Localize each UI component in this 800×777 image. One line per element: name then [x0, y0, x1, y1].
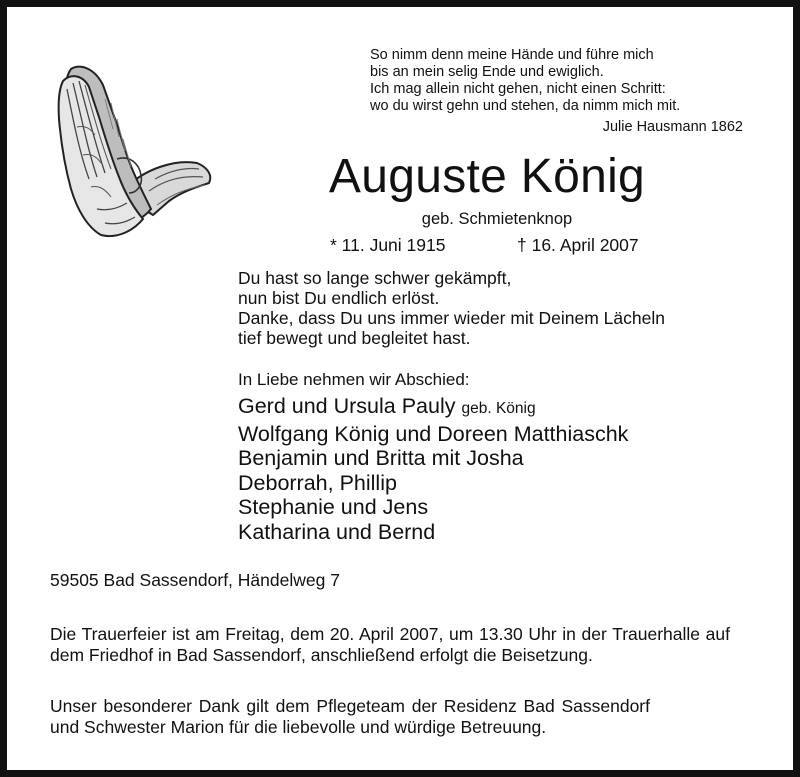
birth-date: * 11. Juni 1915 [330, 235, 446, 255]
family-member-name: Gerd und Ursula Pauly [238, 394, 456, 418]
farewell-line: In Liebe nehmen wir Abschied: [238, 370, 470, 389]
poem-line: Ich mag allein nicht gehen, nicht einen Schritt: [370, 81, 666, 97]
poem [370, 47, 755, 115]
deceased-name: Auguste König [328, 150, 646, 203]
address: 59505 Bad Sassendorf, Händelweg 7 [50, 570, 340, 590]
family-member [238, 394, 628, 422]
family-member: Katharina und Bernd [238, 519, 436, 544]
family-member-note: geb. König [461, 400, 536, 417]
family-member: Wolfgang König und Doreen Matthiaschk [238, 421, 629, 446]
verse-line: tief bewegt und begleitet hast. [238, 328, 471, 348]
family-member: Benjamin und Britta mit Josha [238, 446, 524, 471]
death-date: † 16. April 2007 [517, 235, 639, 255]
poem-author: Julie Hausmann 1862 [602, 119, 743, 135]
poem-line: wo du wirst gehn und stehen, da nimm mich mit. [370, 98, 681, 114]
family-list [238, 394, 628, 545]
poem-line: So nimm denn meine Hände und führe mich [370, 47, 654, 63]
family-member: Stephanie und Jens [238, 495, 429, 520]
thanks-note: Unser besonderer Dank gilt dem Pflegeteam der Residenz Bad Sassendorf und Schwester Marion für die liebevolle und würdige Betreuung. [50, 696, 650, 737]
funeral-notice: Die Trauerfeier ist am Freitag, dem 20. April 2007, um 13.30 Uhr in der Trauerhalle auf dem Friedhof in Bad Sassendorf, anschließend erfolgt die Beisetzung. [50, 624, 730, 665]
memorial-verse [238, 268, 665, 348]
birth-name: geb. Schmietenknop [421, 210, 573, 228]
family-member: Deborrah, Phillip [238, 470, 397, 495]
verse-line: nun bist Du endlich erlöst. [238, 288, 440, 308]
verse-line: Du hast so lange schwer gekämpft, [238, 268, 512, 288]
verse-line: Danke, dass Du uns immer wieder mit Deinem Lächeln [238, 308, 665, 328]
poem-line: bis an mein selig Ende und ewiglich. [370, 64, 604, 80]
